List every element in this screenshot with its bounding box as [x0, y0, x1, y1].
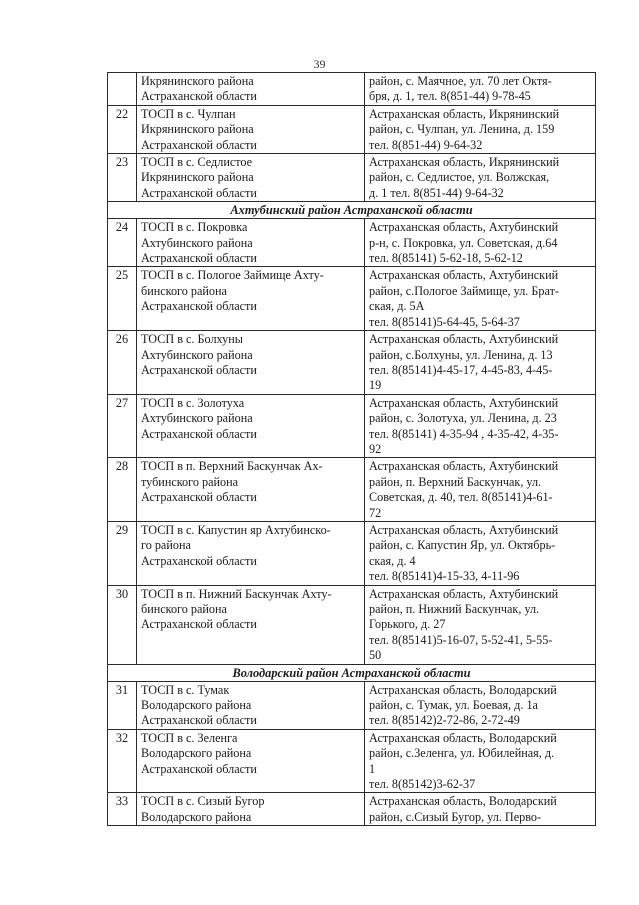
office-name: ТОСП в с. Пологое Займище Ахту- бинского района Астраханской области — [137, 267, 365, 331]
office-address: Астраханская область, Ахтубинский район, с.Болхуны, ул. Ленина, д. 13 тел. 8(85141)4-45-17, 4-45-83, 4-45- 19 — [365, 331, 596, 395]
table-row — [108, 681, 596, 729]
table-body — [108, 73, 596, 826]
row-number: 22 — [108, 105, 137, 153]
row-number: 31 — [108, 681, 137, 729]
row-number: 30 — [108, 585, 137, 664]
office-name: ТОСП в с. Чулпан Икрянинского района Астраханской области — [137, 105, 365, 153]
office-address: Астраханская область, Ахтубинский район, п. Верхний Баскунчак, ул. Советская, д. 40, тел. 8(85141)4-61- 72 — [365, 458, 596, 522]
office-name: ТОСП в с. Сизый Бугор Володарского района — [137, 793, 365, 826]
table-row — [108, 394, 596, 458]
office-name: ТОСП в с. Седлистое Икрянинского района Астраханской области — [137, 154, 365, 202]
office-name: Икрянинского района Астраханской области — [137, 73, 365, 106]
office-name: ТОСП в с. Болхуны Ахтубинского района Астраханской области — [137, 331, 365, 395]
row-number: 27 — [108, 394, 137, 458]
office-name: ТОСП в с. Тумак Володарского района Астраханской области — [137, 681, 365, 729]
section-header-row — [108, 664, 596, 681]
table-row — [108, 73, 596, 106]
office-name: ТОСП в п. Верхний Баскунчак Ах- тубинского района Астраханской области — [137, 458, 365, 522]
section-title: Ахтубинский район Астраханской области — [108, 202, 596, 219]
table-row — [108, 793, 596, 826]
office-address: Астраханская область, Ахтубинский район, п. Нижний Баскунчак, ул. Горького, д. 27 тел. 8(85141)5-16-07, 5-52-41, 5-55- 50 — [365, 585, 596, 664]
row-number: 32 — [108, 729, 137, 793]
office-address: Астраханская область, Ахтубинский район, с.Пологое Займище, ул. Брат- ская, д. 5А тел. 8(85141)5-64-45, 5-64-37 — [365, 267, 596, 331]
table-row — [108, 521, 596, 585]
row-number: 24 — [108, 219, 137, 267]
row-number — [108, 73, 137, 106]
office-name: ТОСП в с. Золотуха Ахтубинского района Астраханской области — [137, 394, 365, 458]
page-number: 39 — [313, 57, 326, 71]
row-number: 33 — [108, 793, 137, 826]
section-title: Володарский район Астраханской области — [108, 664, 596, 681]
table-row — [108, 105, 596, 153]
office-address: Астраханская область, Володарский район, с.Зеленга, ул. Юбилейная, д. 1 тел. 8(85142)3-62-37 — [365, 729, 596, 793]
row-number: 28 — [108, 458, 137, 522]
table-row — [108, 267, 596, 331]
office-address: Астраханская область, Икрянинский район, с. Седлистое, ул. Волжская, д. 1 тел. 8(851-44) 9-64-32 — [365, 154, 596, 202]
table-row — [108, 729, 596, 793]
office-name: ТОСП в с. Капустин яр Ахтубинско- го района Астраханской области — [137, 521, 365, 585]
office-address: Астраханская область, Ахтубинский район, с. Капустин Яр, ул. Октябрь- ская, д. 4 тел. 8(85141)4-15-33, 4-11-96 — [365, 521, 596, 585]
office-address: Астраханская область, Ахтубинский район, с. Золотуха, ул. Ленина, д. 23 тел. 8(85141) 4-35-94 , 4-35-42, 4-35- 92 — [365, 394, 596, 458]
office-name: ТОСП в с. Покровка Ахтубинского района Астраханской области — [137, 219, 365, 267]
section-header-row — [108, 202, 596, 219]
office-address: район, с. Маячное, ул. 70 лет Октя- бря, д. 1, тел. 8(851-44) 9-78-45 — [365, 73, 596, 106]
office-name: ТОСП в с. Зеленга Володарского района Астраханской области — [137, 729, 365, 793]
table-row — [108, 585, 596, 664]
row-number: 26 — [108, 331, 137, 395]
table-row — [108, 458, 596, 522]
table-row — [108, 154, 596, 202]
row-number: 29 — [108, 521, 137, 585]
office-address: Астраханская область, Володарский район, с.Сизый Бугор, ул. Перво- — [365, 793, 596, 826]
office-address: Астраханская область, Икрянинский район, с. Чулпан, ул. Ленина, д. 159 тел. 8(851-44) 9-64-32 — [365, 105, 596, 153]
offices-table — [107, 72, 596, 826]
row-number: 23 — [108, 154, 137, 202]
office-address: Астраханская область, Ахтубинский р-н, с. Покровка, ул. Советская, д.64 тел. 8(85141) 5-62-18, 5-62-12 — [365, 219, 596, 267]
office-name: ТОСП в п. Нижний Баскунчак Ахту- бинского района Астраханской области — [137, 585, 365, 664]
table-row — [108, 219, 596, 267]
row-number: 25 — [108, 267, 137, 331]
office-address: Астраханская область, Володарский район, с. Тумак, ул. Боевая, д. 1а тел. 8(85142)2-72-86, 2-72-49 — [365, 681, 596, 729]
table-row — [108, 331, 596, 395]
